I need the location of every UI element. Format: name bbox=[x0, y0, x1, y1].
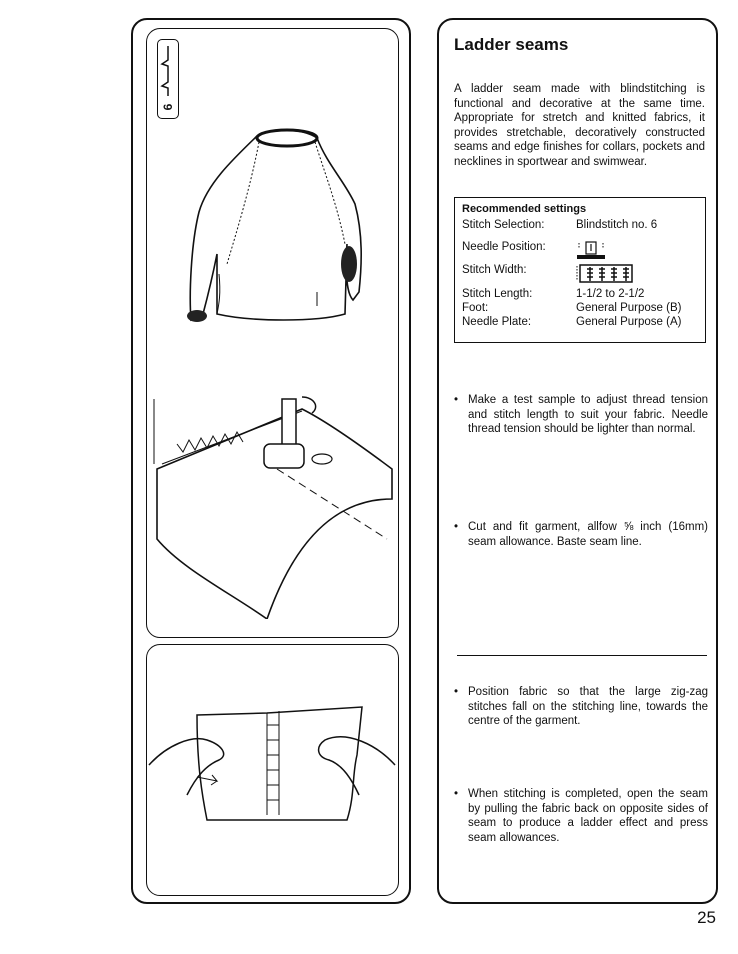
page-title: Ladder seams bbox=[454, 35, 569, 54]
settings-heading: Recommended settings bbox=[462, 203, 587, 215]
needle-position-icon bbox=[576, 241, 606, 264]
instruction-text: Position fabric so that the large zig-zag stitches fall on the stitching line, towards the centre of the garment. bbox=[468, 686, 708, 727]
stitch-number: 6 bbox=[161, 103, 175, 111]
stitch-badge bbox=[157, 39, 179, 119]
illustration-frame-top bbox=[146, 28, 399, 638]
setting-label: Stitch Selection: bbox=[462, 219, 545, 231]
instruction-text: Make a test sample to adjust thread tension and stitch length to suit your fabric. Needle thread tension should be lighter than normal. bbox=[468, 394, 708, 435]
illustration-frame-bottom bbox=[146, 644, 399, 896]
bullet-icon: • bbox=[454, 788, 459, 800]
sewing-foot-illustration bbox=[152, 389, 397, 619]
page-number: 25 bbox=[697, 908, 716, 927]
setting-value: General Purpose (A) bbox=[576, 316, 682, 328]
setting-label: Stitch Width: bbox=[462, 264, 527, 276]
bullet-icon: • bbox=[454, 394, 459, 406]
blindstitch-pattern-icon bbox=[158, 42, 178, 98]
setting-label: Stitch Length: bbox=[462, 288, 533, 300]
setting-value: Blindstitch no. 6 bbox=[576, 219, 658, 231]
bullet-icon: • bbox=[454, 686, 459, 698]
illustration-panel bbox=[131, 18, 411, 904]
stitch-width-icon bbox=[576, 264, 634, 287]
instruction-item-cut-and-fit bbox=[454, 520, 708, 549]
section-divider bbox=[457, 655, 707, 656]
recommended-settings-box bbox=[454, 197, 706, 343]
instruction-item-position-fabric bbox=[454, 685, 708, 729]
sweater-illustration bbox=[177, 124, 377, 334]
setting-value: General Purpose (B) bbox=[576, 302, 682, 314]
instruction-item-open-seam bbox=[454, 787, 708, 845]
intro-paragraph: A ladder seam made with blindstitching is functional and decorative at the same time. Appropriate for stretch and knitted fabrics, it provides stretchable, decoratively constructed seams and edge finishes for collars, pockets and necklines in sportwear and swimwear. bbox=[454, 83, 705, 168]
setting-label: Foot: bbox=[462, 302, 489, 314]
bullet-icon: • bbox=[454, 521, 459, 533]
instruction-text: Cut and fit garment, allfow ⅝ inch (16mm) seam allowance. Baste seam line. bbox=[468, 521, 708, 548]
setting-value: 1-1/2 to 2-1/2 bbox=[576, 288, 645, 300]
instruction-item-test-sample bbox=[454, 393, 708, 437]
setting-label: Needle Plate: bbox=[462, 316, 532, 328]
hands-opening-seam-illustration bbox=[147, 685, 397, 845]
setting-label: Needle Position: bbox=[462, 241, 546, 253]
instructions-panel bbox=[437, 18, 718, 904]
instruction-text: When stitching is completed, open the seam by pulling the fabric back on opposite sides of seam to produce a ladder effect and press seam allowances. bbox=[468, 788, 708, 844]
